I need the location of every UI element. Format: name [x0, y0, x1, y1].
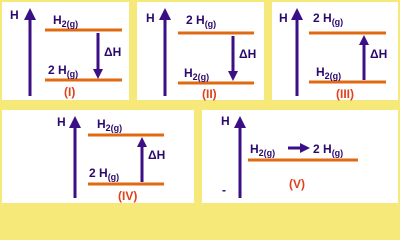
diagram-tag: (V): [289, 177, 305, 191]
product-label: 2 $H_{(g)}$: [313, 142, 344, 158]
lower-level-label: 2 $H_{(g)}$: [48, 63, 79, 79]
diagram-tag: (IV): [118, 189, 138, 203]
reactant-label: $H_{2(g)}$: [250, 142, 276, 158]
diagram-tag: (I): [64, 85, 76, 99]
upper-level-label: $H_{2(g)}$: [53, 13, 79, 29]
upper-level-label: 2 $H_{(g)}$: [186, 13, 217, 29]
marker-dash: -: [222, 183, 226, 197]
delta-h-label: ΔH: [148, 148, 166, 162]
lower-level-label: $H_{2(g)}$: [316, 65, 342, 81]
diagram-tag: (II): [202, 87, 217, 101]
axis-label: H: [57, 115, 66, 129]
lower-level-label: $H_{2(g)}$: [184, 66, 210, 82]
delta-h-label: ΔH: [370, 47, 388, 61]
upper-level-label: 2 $H_{(g)}$: [313, 11, 344, 27]
axis-label: H: [146, 11, 155, 25]
lower-level-label: 2 $H_{(g)}$: [89, 166, 120, 182]
axis-label: H: [221, 114, 230, 128]
delta-h-label: ΔH: [104, 45, 122, 59]
axis-label: H: [279, 11, 288, 25]
axis-label: H: [10, 8, 19, 22]
diagram-tag: (III): [336, 87, 354, 101]
delta-h-label: ΔH: [239, 47, 257, 61]
upper-level-label: $H_{2(g)}$: [97, 117, 123, 133]
